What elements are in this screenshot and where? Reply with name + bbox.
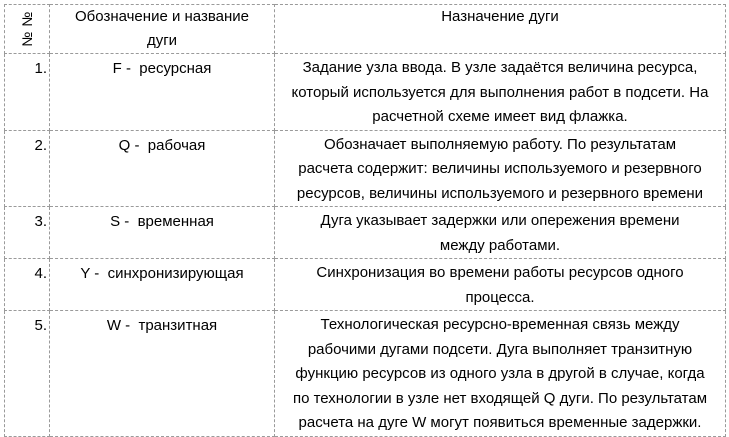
arc-purpose-line: процесса. <box>465 288 535 306</box>
arc-name: Y - синхронизирующая <box>50 259 275 311</box>
row-number: 3. <box>5 207 50 259</box>
arc-name: W - транзитная <box>50 311 275 437</box>
header-name-line2: дуги <box>146 32 178 49</box>
header-number-cell <box>5 5 50 54</box>
arc-purpose-line: Обозначает выполняемую работу. По результатам <box>323 135 677 153</box>
arc-purpose-line: расчета на дуге W могут появиться временные задержки. <box>298 414 702 431</box>
row-number: 2. <box>5 130 50 207</box>
arc-purpose-line: Задание узла ввода. В узле задаётся величина ресурса, <box>302 59 698 76</box>
arc-purpose-line: между работами. <box>439 236 561 254</box>
arc-purpose-line: по технологии в узле нет входящей Q дуги. По результатам <box>292 389 708 407</box>
row-number: 5. <box>5 311 50 437</box>
table-header-row <box>5 5 726 54</box>
arc-purpose-line: Технологическая ресурсно-временная связь между <box>320 316 680 333</box>
arc-name: F - ресурсная <box>50 54 275 131</box>
header-desc-cell <box>275 5 726 54</box>
row-number: 4. <box>5 259 50 311</box>
arc-purpose <box>275 54 726 131</box>
arc-purpose-line: ресурсов, величины используемого и резервного времени <box>296 184 704 202</box>
arc-purpose <box>275 311 726 437</box>
header-name-cell <box>50 5 275 54</box>
arc-purpose <box>275 130 726 207</box>
arc-purpose-line: расчета содержит: величины используемого и резервного <box>298 160 702 177</box>
header-number-label: № № <box>19 11 35 47</box>
row-number: 1. <box>5 54 50 131</box>
table-row <box>5 311 726 437</box>
arc-types-table <box>4 4 726 437</box>
arc-purpose-line: рабочими дугами подсети. Дуга выполняет транзитную <box>307 340 693 358</box>
table-body <box>5 54 726 437</box>
arc-name: S - временная <box>50 207 275 259</box>
arc-name: Q - рабочая <box>50 130 275 207</box>
arc-purpose <box>275 207 726 259</box>
table-row <box>5 207 726 259</box>
table-row <box>5 54 726 131</box>
arc-purpose-line: функцию ресурсов из одного узла в другой в случае, когда <box>295 365 705 382</box>
arc-purpose <box>275 259 726 311</box>
table-row <box>5 259 726 311</box>
table-row <box>5 130 726 207</box>
arc-purpose-line: который используется для выполнения работ в подсети. На <box>291 83 709 101</box>
header-desc-label: Назначение дуги <box>441 8 559 25</box>
arc-purpose-line: расчетной схеме имеет вид флажка. <box>372 108 628 125</box>
arc-purpose-line: Дуга указывает задержки или опережения времени <box>320 212 680 229</box>
arc-purpose-line: Синхронизация во времени работы ресурсов одного <box>316 264 684 281</box>
header-name-line1: Обозначение и название <box>75 8 249 25</box>
